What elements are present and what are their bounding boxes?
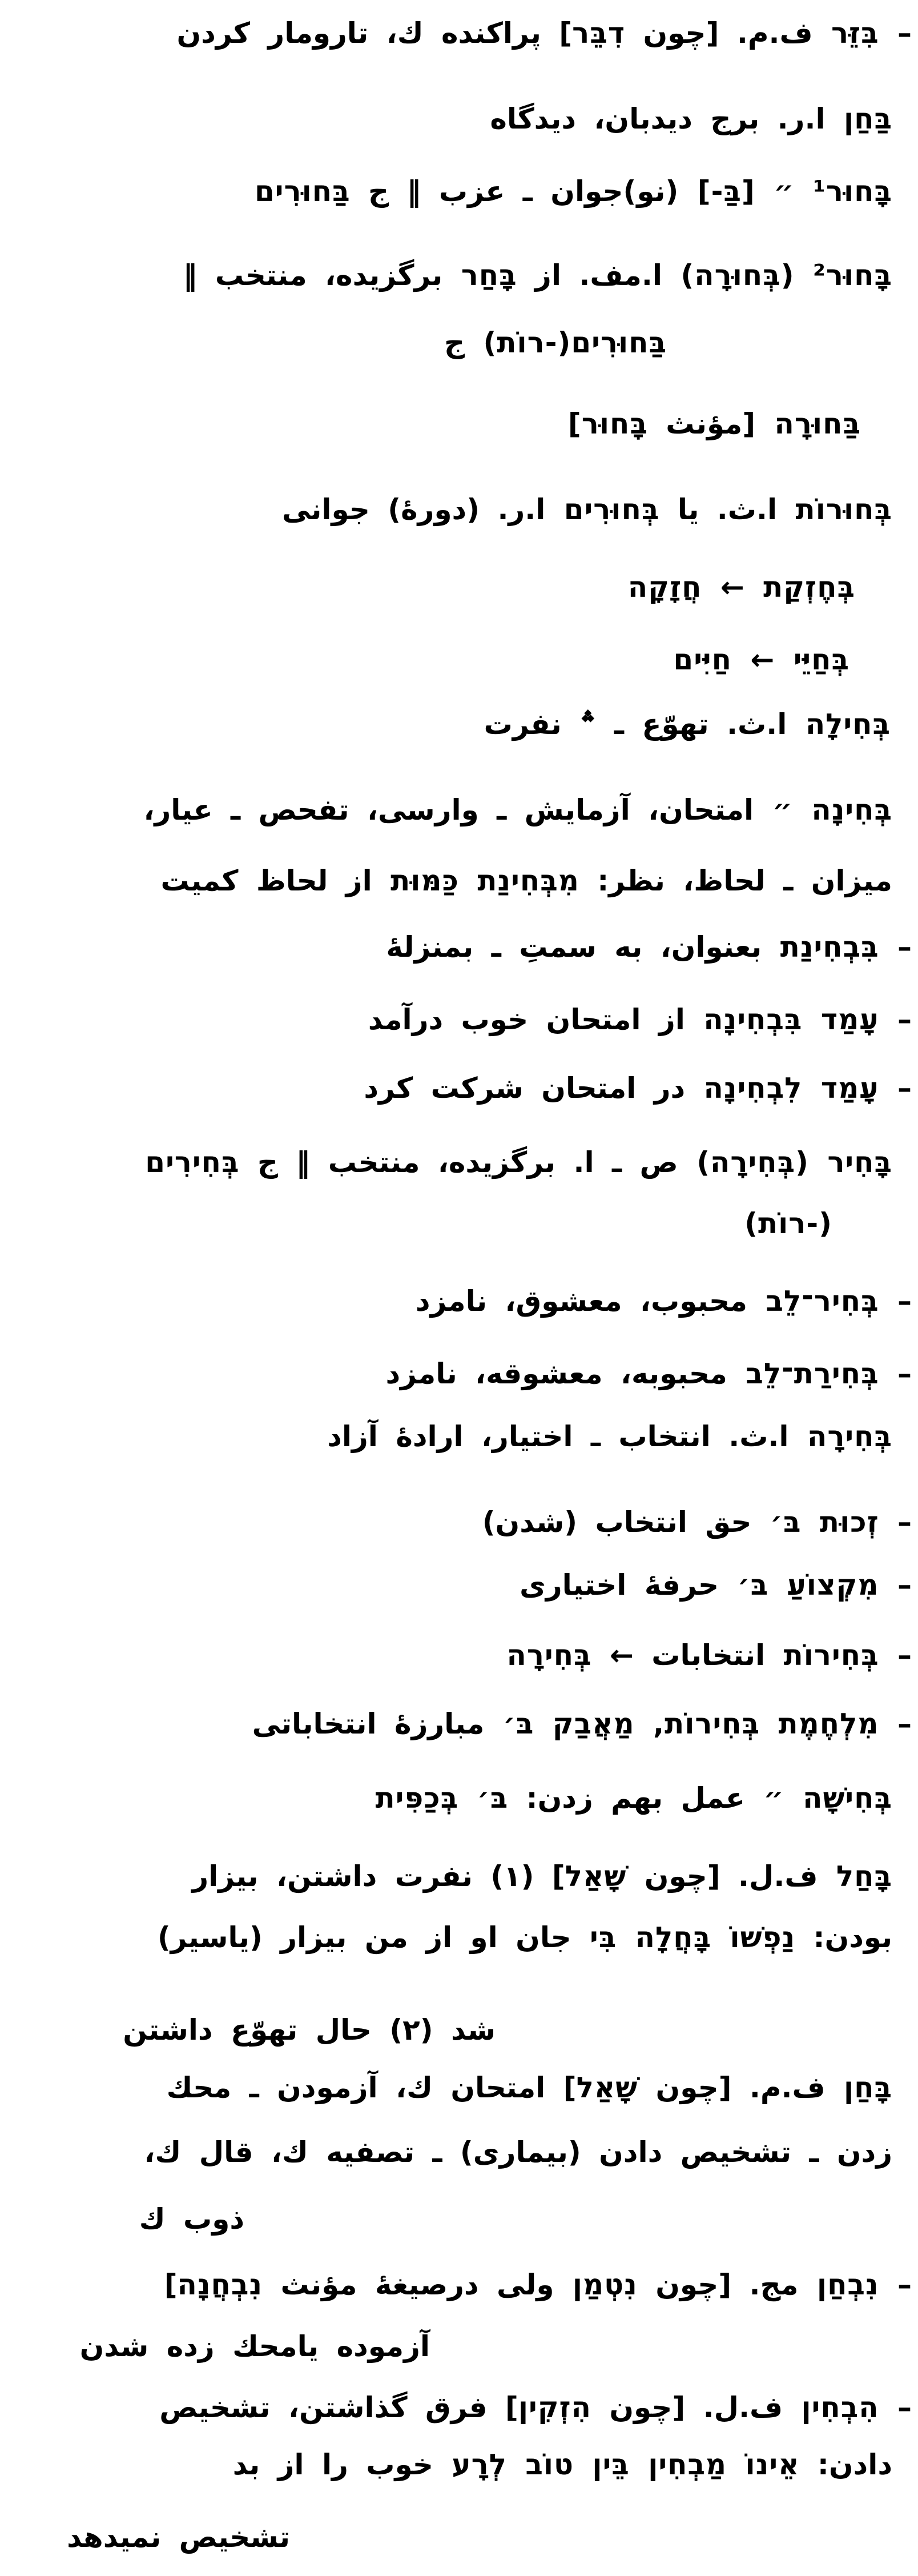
dictionary-line: בְּחוּרוֹת ا.ث. یا בְּחוּרִים ا.ر. (دورهٔ) جوانی — [282, 493, 892, 526]
dictionary-line-continuation: (-רוֹת) — [744, 1207, 832, 1240]
dictionary-line-continuation: ذوب ك — [139, 2202, 244, 2236]
dictionary-line: – בְּחִיר־לֵב محبوب، معشوق، نامزد — [415, 1285, 912, 1318]
dictionary-line: – עָמַד לִבְחִינָה در امتحان شركت كرد — [364, 1072, 912, 1105]
dictionary-line: בָּחוּר¹ ״ [בַּ-] (نو)جوان ـ عزب ‖ ج בַּחוּרִים — [254, 175, 892, 208]
dictionary-line: בְּחִישָׁה ״ عمل بهم زدن: בּ׳ בְּכַפִּית — [375, 1781, 892, 1815]
dictionary-line-continuation: زدن ـ تشخیص دادن (بیماری) ـ تصفیه ك، قال ك، — [144, 2136, 892, 2169]
dictionary-line: – בִּבְחִינַת بعنوان، به سمتِ ـ بمنزلهٔ — [386, 930, 912, 964]
dictionary-line: – בְּחִירוֹת انتخابات ← בְּחִירָה — [506, 1639, 912, 1672]
dictionary-line-continuation: بودن: נַפְשׁוֹ בָּחֲלָה בִּי جان او از من بیزار (یاسیر) — [157, 1921, 892, 1954]
dictionary-line: בְּחִירָה ا.ث. انتخاب ـ اختیار، ارادهٔ آزاد — [327, 1420, 892, 1453]
dictionary-line: בָּחוּר² (בְּחוּרָה) ا.مف. از בָּחַר برگزیده، منتخب ‖ — [183, 259, 892, 292]
dictionary-line: – מִלְחֶמֶת בְּחִירוֹת, מַאֲבַק בּ׳ مبارزهٔ انتخاباتی — [252, 1707, 912, 1740]
dictionary-line: בָּחַל ف.ل. [چون שָׁאַל] (۱) نفرت داشتن، بیزار — [192, 1860, 892, 1893]
dictionary-line: בָּחַן ف.م. [چون שָׁאַל] امتحان ك، آزمودن ـ محك — [166, 2071, 892, 2104]
dictionary-line-continuation: شد (۲) حال تهوّع داشتن — [123, 2013, 496, 2047]
dictionary-line: – בִּזֵּר ف.م. [چون דִבֵּר] پراكنده ك، تارومار كردن — [176, 17, 912, 50]
dictionary-line: – זְכוּת בּ׳ حق انتخاب (شدن) — [482, 1506, 912, 1539]
dictionary-line: בַּחוּרָה [مؤنث בָּחוּר] — [567, 407, 861, 440]
dictionary-line: – בְּחִירַת־לֵב محبوبه، معشوقه، نامزد — [385, 1357, 912, 1390]
dictionary-line-continuation: تشخیص نمیدهد — [67, 2521, 290, 2554]
dictionary-line-continuation: میزان ـ لحاظ، نظر: מִבְּחִינַת כַּמּוּת از لحاظ كمیت — [160, 864, 892, 897]
dictionary-line: בְּחַיֵּי ← חַיִּים — [673, 643, 849, 676]
dictionary-line: בַּחַן ا.ر. برج دیدبان، دیدگاه — [490, 102, 892, 135]
dictionary-line-continuation: دادن: אֵינוֹ מַבְחִין בֵּין טוֹב לְרָע خوب را از بد — [232, 2448, 892, 2481]
dictionary-line: – הִבְחִין ف.ل. [چون הִזְקִין] فرق گذاشتن، تشخیص — [159, 2391, 912, 2424]
dictionary-line-continuation: آزموده یامحك زده شدن — [79, 2330, 430, 2363]
dictionary-line: – עָמַד בִּבְחִינָה از امتحان خوب درآمد — [368, 1003, 912, 1036]
dictionary-line: בְּחִינָה ״ امتحان، آزمایش ـ وارسی، تفحص ـ عیار، — [143, 793, 892, 826]
dictionary-line: – מִקְצוֹעַ בּ׳ حرفهٔ اختیاری — [520, 1568, 912, 1602]
dictionary-line: בָּחִיר (בְּחִירָה) ص ـ ا. برگزیده، منتخب ‖ ج בְּחִירִים — [145, 1146, 892, 1179]
dictionary-line: בְּחֶזְקַת ← חֲזָקָה — [627, 571, 855, 604]
dictionary-line: בְּחִילָה ا.ث. تهوّع ـ ؞ نفرت — [484, 708, 891, 741]
dictionary-line: – נִבְחַן مج. [چون נִטְמַן ولی درصیغهٔ مؤنث נִבְחֲנָה] — [164, 2268, 912, 2301]
dictionary-line-continuation: בַּחוּרִים(-רוֹת) ج — [444, 326, 667, 359]
